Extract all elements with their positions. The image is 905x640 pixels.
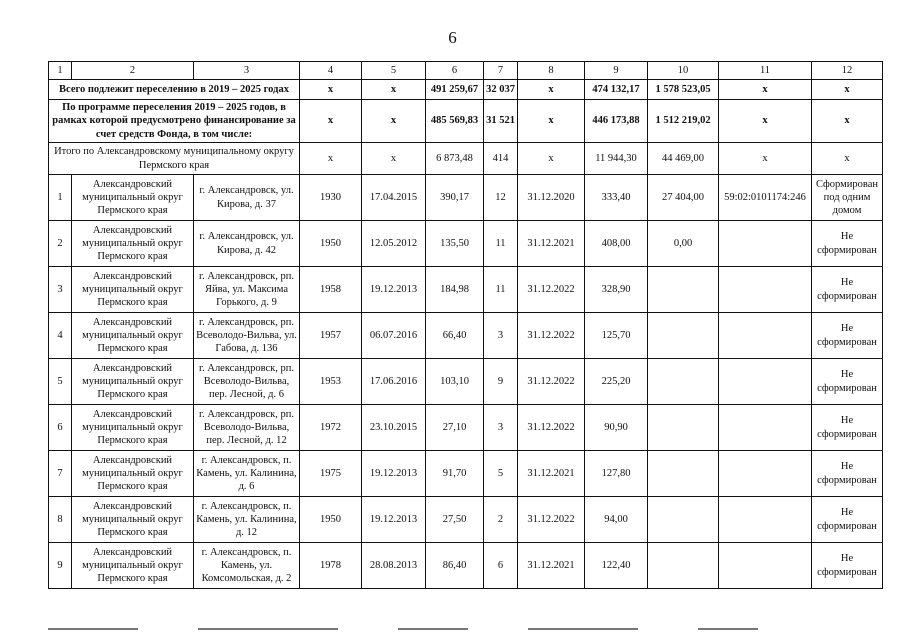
land-status-cell: Не сформирован	[812, 543, 883, 589]
program-cell: 446 173,88	[585, 100, 648, 143]
land-status-cell: Не сформирован	[812, 451, 883, 497]
build-year-cell: 1957	[300, 313, 362, 359]
municipality-cell: Александровский муниципальный округ Пермского края	[72, 175, 194, 221]
deadline-cell: 31.12.2021	[518, 543, 585, 589]
residents-cell: 5	[484, 451, 518, 497]
address-cell: г. Александровск, ул. Кирова, д. 42	[194, 221, 300, 267]
district-total-row	[49, 143, 883, 175]
row-number: 1	[49, 175, 72, 221]
total-cell: х	[362, 80, 426, 100]
cadastre-cell	[719, 267, 812, 313]
residents-cell: 3	[484, 405, 518, 451]
district-total-cell: 6 873,48	[426, 143, 484, 175]
row-number: 6	[49, 405, 72, 451]
municipality-cell: Александровский муниципальный округ Пермского края	[72, 451, 194, 497]
table-row	[49, 405, 883, 451]
cadastre-cell	[719, 405, 812, 451]
next-page-edge	[48, 628, 882, 636]
column-header: 2	[72, 62, 194, 80]
address-cell: г. Александровск, ул. Кирова, д. 37	[194, 175, 300, 221]
deadline-cell: 31.12.2022	[518, 359, 585, 405]
cost-cell: 27 404,00	[648, 175, 719, 221]
area-resettled-cell: 408,00	[585, 221, 648, 267]
total-cell: 32 037	[484, 80, 518, 100]
district-total-cell: х	[300, 143, 362, 175]
cadastre-cell	[719, 221, 812, 267]
deadline-cell: 31.12.2022	[518, 497, 585, 543]
emergency-date-cell: 12.05.2012	[362, 221, 426, 267]
column-header: 4	[300, 62, 362, 80]
municipality-cell: Александровский муниципальный округ Пермского края	[72, 497, 194, 543]
emergency-date-cell: 19.12.2013	[362, 497, 426, 543]
total-cell: х	[518, 80, 585, 100]
area-cell: 390,17	[426, 175, 484, 221]
district-total-cell: х	[518, 143, 585, 175]
deadline-cell: 31.12.2022	[518, 405, 585, 451]
municipality-cell: Александровский муниципальный округ Пермского края	[72, 221, 194, 267]
build-year-cell: 1958	[300, 267, 362, 313]
area-resettled-cell: 333,40	[585, 175, 648, 221]
row-number: 8	[49, 497, 72, 543]
row-number: 5	[49, 359, 72, 405]
page-number: 6	[448, 28, 457, 47]
land-status-cell: Сформирован под одним домом	[812, 175, 883, 221]
column-header: 12	[812, 62, 883, 80]
resettlement-table	[48, 61, 883, 589]
table-row	[49, 267, 883, 313]
deadline-cell: 31.12.2022	[518, 313, 585, 359]
cost-cell	[648, 359, 719, 405]
column-header: 11	[719, 62, 812, 80]
area-resettled-cell: 125,70	[585, 313, 648, 359]
cost-cell	[648, 451, 719, 497]
build-year-cell: 1978	[300, 543, 362, 589]
area-cell: 27,50	[426, 497, 484, 543]
address-cell: г. Александровск, п. Камень, ул. Калинина, д. 6	[194, 451, 300, 497]
municipality-cell: Александровский муниципальный округ Пермского края	[72, 267, 194, 313]
land-status-cell: Не сформирован	[812, 405, 883, 451]
area-resettled-cell: 94,00	[585, 497, 648, 543]
residents-cell: 12	[484, 175, 518, 221]
total-cell: 491 259,67	[426, 80, 484, 100]
program-cell: х	[812, 100, 883, 143]
cost-cell	[648, 497, 719, 543]
area-resettled-cell: 122,40	[585, 543, 648, 589]
column-header: 10	[648, 62, 719, 80]
residents-cell: 11	[484, 267, 518, 313]
emergency-date-cell: 17.06.2016	[362, 359, 426, 405]
emergency-date-cell: 28.08.2013	[362, 543, 426, 589]
build-year-cell: 1950	[300, 221, 362, 267]
district-total-cell: 414	[484, 143, 518, 175]
build-year-cell: 1972	[300, 405, 362, 451]
residents-cell: 3	[484, 313, 518, 359]
program-cell: х	[719, 100, 812, 143]
program-cell: х	[518, 100, 585, 143]
area-cell: 184,98	[426, 267, 484, 313]
column-header: 8	[518, 62, 585, 80]
cost-cell	[648, 405, 719, 451]
emergency-date-cell: 23.10.2015	[362, 405, 426, 451]
total-cell: х	[719, 80, 812, 100]
residents-cell: 6	[484, 543, 518, 589]
emergency-date-cell: 19.12.2013	[362, 267, 426, 313]
area-resettled-cell: 328,90	[585, 267, 648, 313]
total-row	[49, 80, 883, 100]
total-cell: 474 132,17	[585, 80, 648, 100]
land-status-cell: Не сформирован	[812, 359, 883, 405]
residents-cell: 2	[484, 497, 518, 543]
table-row	[49, 543, 883, 589]
land-status-cell: Не сформирован	[812, 497, 883, 543]
address-cell: г. Александровск, рп. Всеволодо-Вильва, ул. Габова, д. 136	[194, 313, 300, 359]
municipality-cell: Александровский муниципальный округ Пермского края	[72, 543, 194, 589]
program-cell: 485 569,83	[426, 100, 484, 143]
deadline-cell: 31.12.2022	[518, 267, 585, 313]
cadastre-cell	[719, 451, 812, 497]
row-number: 3	[49, 267, 72, 313]
row-number: 2	[49, 221, 72, 267]
emergency-date-cell: 17.04.2015	[362, 175, 426, 221]
district-total-cell: х	[719, 143, 812, 175]
cost-cell	[648, 267, 719, 313]
area-cell: 86,40	[426, 543, 484, 589]
area-resettled-cell: 225,20	[585, 359, 648, 405]
area-resettled-cell: 127,80	[585, 451, 648, 497]
emergency-date-cell: 19.12.2013	[362, 451, 426, 497]
table-row	[49, 359, 883, 405]
residents-cell: 9	[484, 359, 518, 405]
deadline-cell: 31.12.2020	[518, 175, 585, 221]
cadastre-cell: 59:02:0101174:246	[719, 175, 812, 221]
column-header: 1	[49, 62, 72, 80]
address-cell: г. Александровск, п. Камень, ул. Калинина, д. 12	[194, 497, 300, 543]
cost-cell	[648, 313, 719, 359]
emergency-date-cell: 06.07.2016	[362, 313, 426, 359]
total-cell: х	[812, 80, 883, 100]
cost-cell	[648, 543, 719, 589]
area-cell: 135,50	[426, 221, 484, 267]
program-row	[49, 100, 883, 143]
municipality-cell: Александровский муниципальный округ Пермского края	[72, 405, 194, 451]
district-total-cell: х	[812, 143, 883, 175]
deadline-cell: 31.12.2021	[518, 221, 585, 267]
cadastre-cell	[719, 359, 812, 405]
total-cell: 1 578 523,05	[648, 80, 719, 100]
total-label: Всего подлежит переселению в 2019 – 2025 годах	[49, 80, 300, 100]
build-year-cell: 1953	[300, 359, 362, 405]
municipality-cell: Александровский муниципальный округ Пермского края	[72, 359, 194, 405]
address-cell: г. Александровск, рп. Яйва, ул. Максима Горького, д. 9	[194, 267, 300, 313]
cadastre-cell	[719, 543, 812, 589]
residents-cell: 11	[484, 221, 518, 267]
table-row	[49, 313, 883, 359]
area-cell: 91,70	[426, 451, 484, 497]
cadastre-cell	[719, 313, 812, 359]
district-total-cell: 44 469,00	[648, 143, 719, 175]
row-number: 9	[49, 543, 72, 589]
area-cell: 103,10	[426, 359, 484, 405]
land-status-cell: Не сформирован	[812, 267, 883, 313]
address-cell: г. Александровск, п. Камень, ул. Комсомольская, д. 2	[194, 543, 300, 589]
district-total-label: Итого по Александровскому муниципальному округу Пермского края	[49, 143, 300, 175]
row-number: 4	[49, 313, 72, 359]
address-cell: г. Александровск, рп. Всеволодо-Вильва, пер. Лесной, д. 12	[194, 405, 300, 451]
column-header: 6	[426, 62, 484, 80]
cadastre-cell	[719, 497, 812, 543]
column-header: 9	[585, 62, 648, 80]
build-year-cell: 1950	[300, 497, 362, 543]
program-label: По программе переселения 2019 – 2025 годов, в рамках которой предусмотрено финансирование за счет средств Фонда, в том числе:	[49, 100, 300, 143]
build-year-cell: 1930	[300, 175, 362, 221]
program-cell: х	[362, 100, 426, 143]
district-total-cell: 11 944,30	[585, 143, 648, 175]
area-resettled-cell: 90,90	[585, 405, 648, 451]
land-status-cell: Не сформирован	[812, 313, 883, 359]
municipality-cell: Александровский муниципальный округ Пермского края	[72, 313, 194, 359]
address-cell: г. Александровск, рп. Всеволодо-Вильва, пер. Лесной, д. 6	[194, 359, 300, 405]
column-header: 5	[362, 62, 426, 80]
column-header: 7	[484, 62, 518, 80]
program-cell: 1 512 219,02	[648, 100, 719, 143]
table-row	[49, 497, 883, 543]
area-cell: 66,40	[426, 313, 484, 359]
total-cell: х	[300, 80, 362, 100]
column-number-row	[49, 62, 883, 80]
deadline-cell: 31.12.2021	[518, 451, 585, 497]
table-row	[49, 451, 883, 497]
program-cell: х	[300, 100, 362, 143]
program-cell: 31 521	[484, 100, 518, 143]
cost-cell: 0,00	[648, 221, 719, 267]
column-header: 3	[194, 62, 300, 80]
table-row	[49, 221, 883, 267]
row-number: 7	[49, 451, 72, 497]
table-row	[49, 175, 883, 221]
land-status-cell: Не сформирован	[812, 221, 883, 267]
area-cell: 27,10	[426, 405, 484, 451]
build-year-cell: 1975	[300, 451, 362, 497]
district-total-cell: х	[362, 143, 426, 175]
